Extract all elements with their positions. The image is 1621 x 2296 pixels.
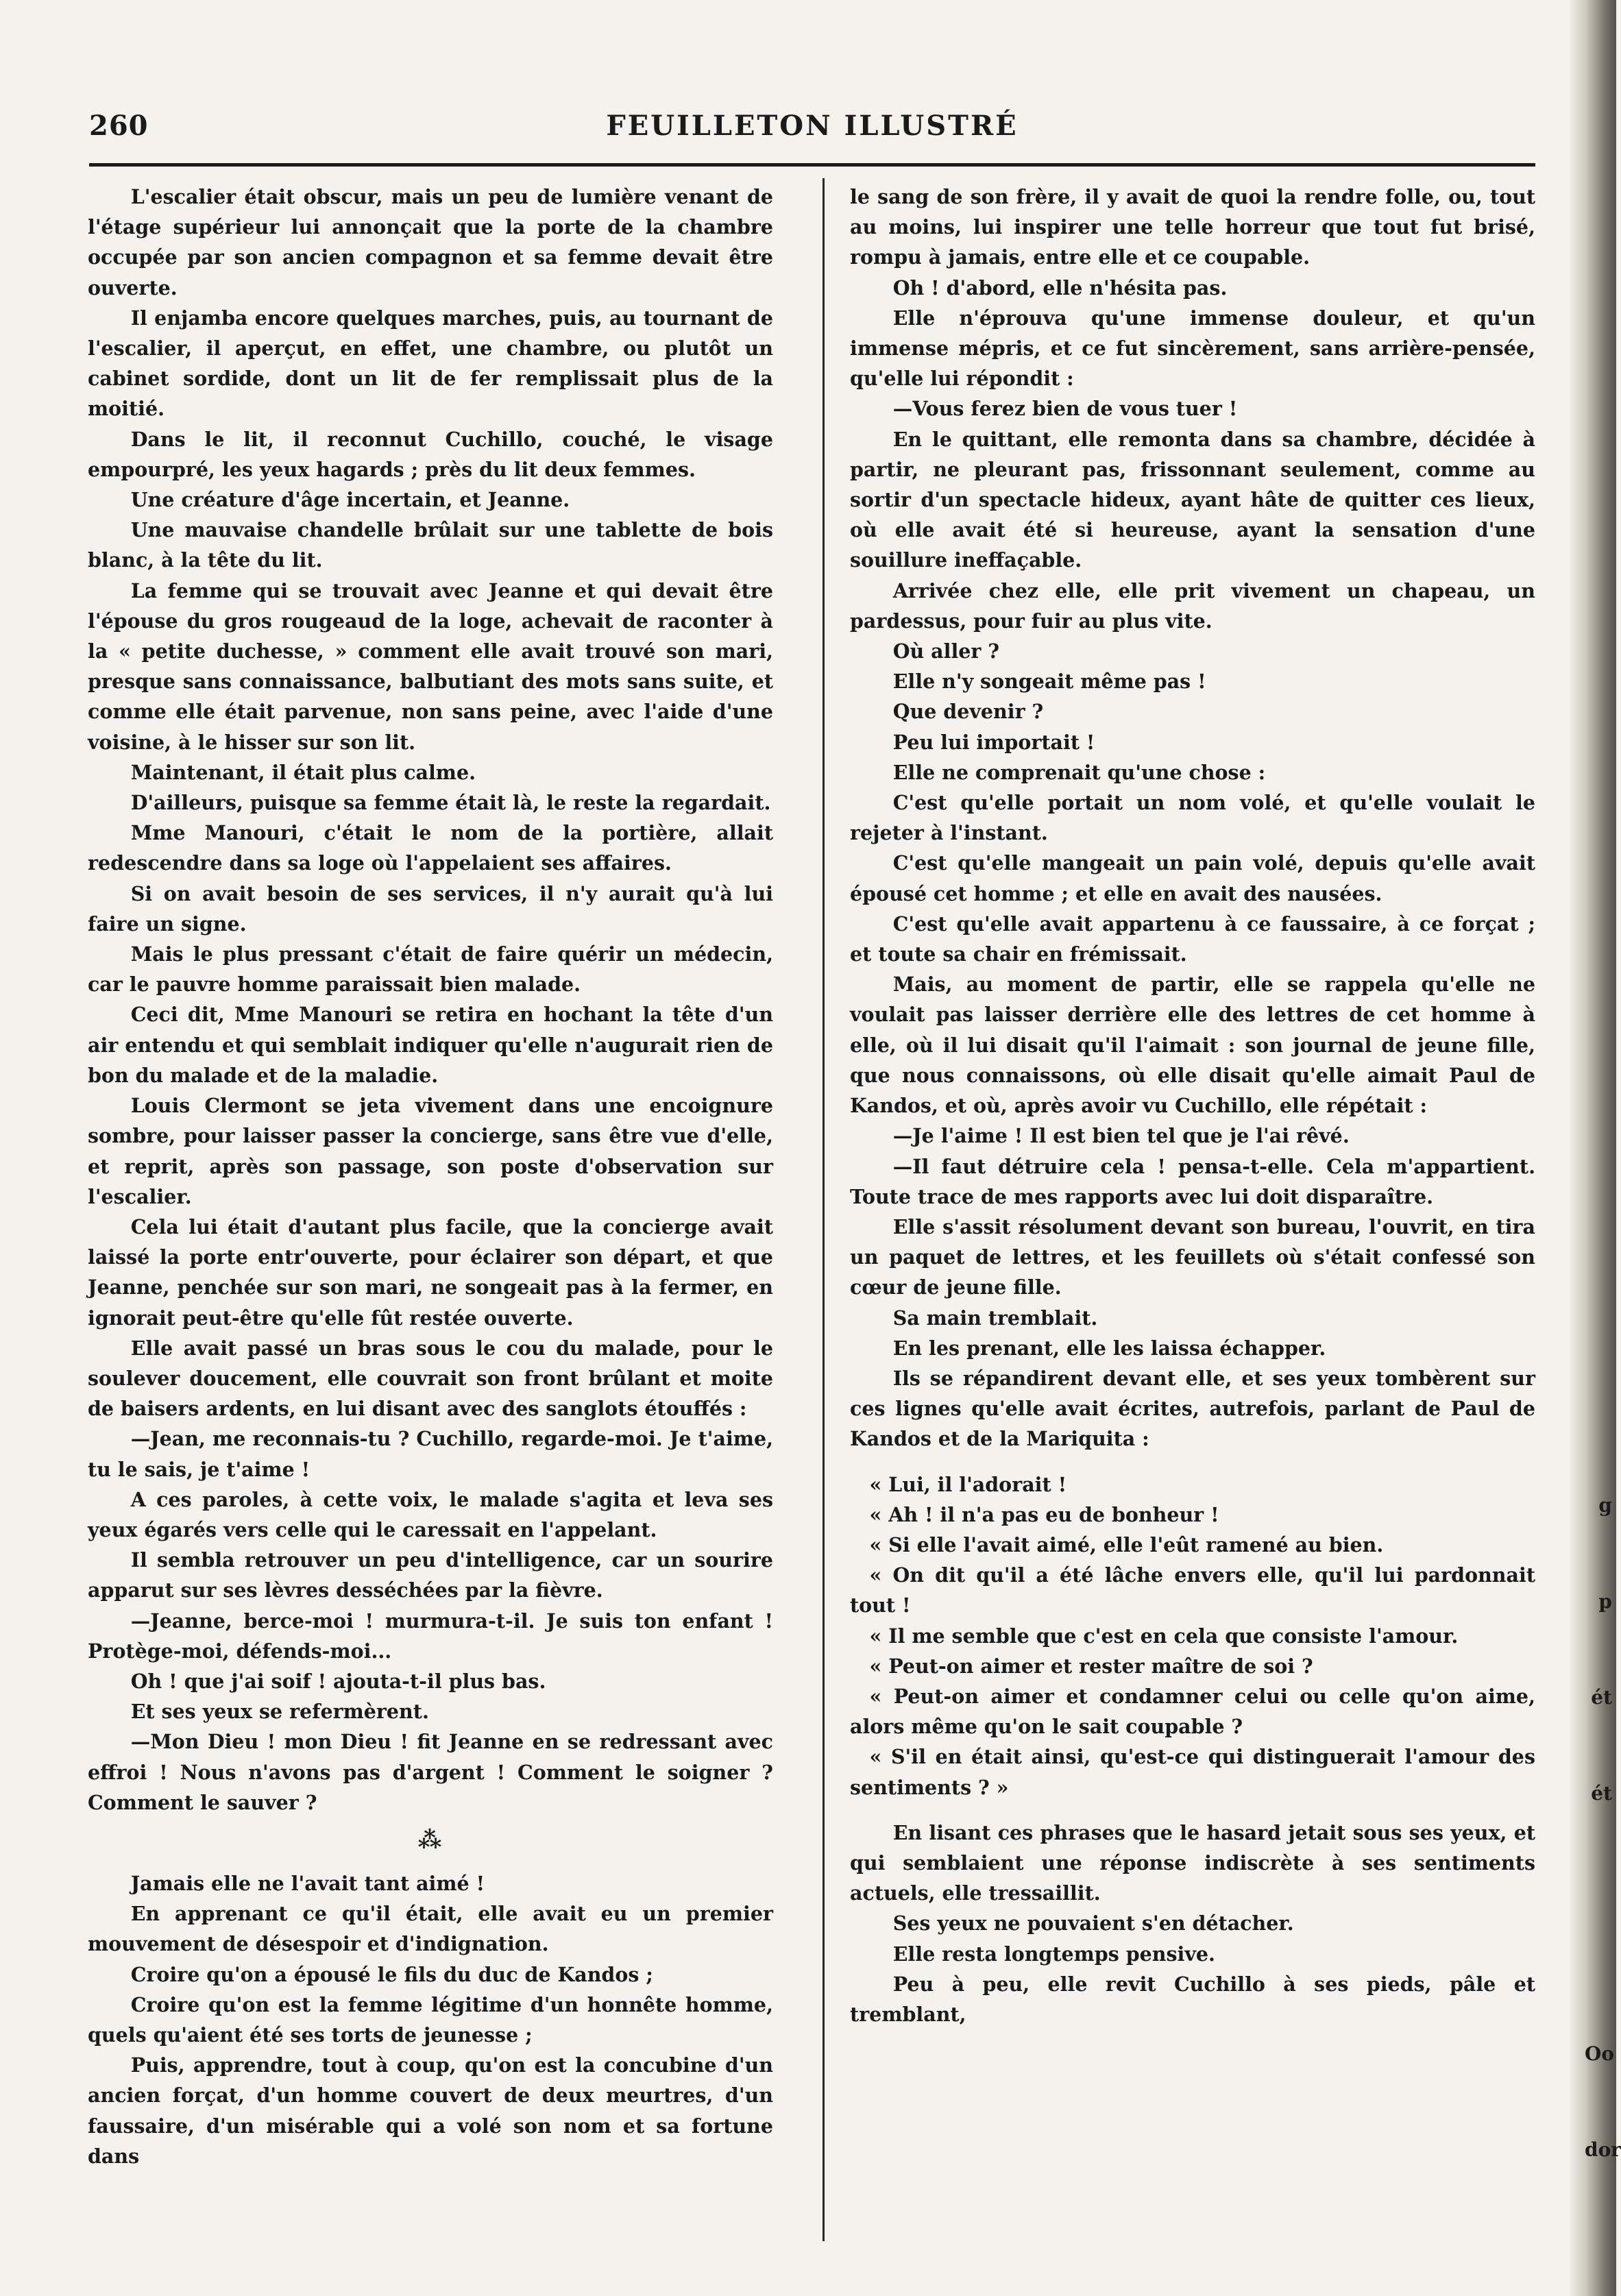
paragraph: Dans le lit, il reconnut Cuchillo, couché, le visage empourpré, les yeux hagards ; près du lit deux femmes. <box>88 427 773 481</box>
paragraph: Une mauvaise chandelle brûlait sur une tablette de bois blanc, à la tête du lit. <box>88 518 773 572</box>
margin-fragment: Oo <box>1585 2042 1615 2065</box>
paragraph: Une créature d'âge incertain, et Jeanne. <box>130 488 570 512</box>
margin-fragment: g <box>1598 1494 1612 1517</box>
quoted-line: « Peut-on aimer et rester maître de soi ? <box>869 1654 1313 1678</box>
paragraph: Croire qu'on a épousé le fils du duc de Kandos ; <box>130 1962 653 1986</box>
paragraph: Elle s'assit résolument devant son bureau, l'ouvrit, en tira un paquet de lettres, et les feuillets où s'était confessé son cœur de jeune fille. <box>850 1214 1535 1299</box>
quoted-line: « On dit qu'il a été lâche envers elle, qu'il lui pardonnait tout ! <box>850 1563 1535 1617</box>
page-number: 260 <box>89 110 149 142</box>
header-rule <box>89 163 1535 167</box>
paragraph: —Jean, me reconnais-tu ? Cuchillo, regarde-moi. Je t'aime, tu le sais, je t'aime ! <box>88 1427 773 1481</box>
paragraph: —Jeanne, berce-moi ! murmura-t-il. Je suis ton enfant ! Protège-moi, défends-moi... <box>88 1609 773 1663</box>
paragraph: La femme qui se trouvait avec Jeanne et qui devait être l'épouse du gros rougeaud de la loge, achevait de raconter à la « petite duchesse, » comment elle avait trouvé son mari, presque sans connaissance, balbutiant des mots sans suite, et comme elle était parvenue, non sans peine, avec l'aide d'une voisine, à le hisser sur son lit. <box>88 578 773 754</box>
paragraph: Jamais elle ne l'avait tant aimé ! <box>130 1871 485 1895</box>
paragraph: Si on avait besoin de ses services, il n'y aurait qu'à lui faire un signe. <box>88 881 773 936</box>
paragraph: Sa main tremblait. <box>892 1306 1098 1330</box>
paragraph: —Il faut détruire cela ! pensa-t-elle. Cela m'appartient. Toute trace de mes rapports avec lui doit disparaître. <box>850 1154 1535 1208</box>
paragraph: Elle ne comprenait qu'une chose : <box>892 760 1266 784</box>
quoted-line: « Il me semble que c'est en cela que consiste l'amour. <box>869 1624 1459 1648</box>
paragraph: Et ses yeux se refermèrent. <box>130 1700 429 1724</box>
paragraph: D'ailleurs, puisque sa femme était là, le reste la regardait. <box>130 791 771 815</box>
paragraph: Mme Manouri, c'était le nom de la portière, allait redescendre dans sa loge où l'appelaient ses affaires. <box>88 821 773 875</box>
quoted-line: « Si elle l'avait aimé, elle l'eût ramené au bien. <box>869 1532 1384 1556</box>
column-divider <box>822 178 825 2241</box>
paragraph: En apprenant ce qu'il était, elle avait eu un premier mouvement de désespoir et d'indignation. <box>88 1902 773 1956</box>
margin-fragment: p <box>1598 1590 1612 1613</box>
margin-fragment: ét <box>1591 1782 1612 1805</box>
running-title: FEUILLETON ILLUSTRÉ <box>606 110 1019 142</box>
paragraph: C'est qu'elle portait un nom volé, et qu'elle voulait le rejeter à l'instant. <box>850 791 1535 845</box>
paragraph: Mais le plus pressant c'était de faire quérir un médecin, car le pauvre homme paraissait bien malade. <box>88 942 773 997</box>
paragraph: L'escalier était obscur, mais un peu de lumière venant de l'étage supérieur lui annonçait que la porte de la chambre occupée par son ancien compagnon et sa femme devait être ouverte. <box>88 185 773 300</box>
right-column <box>850 182 1535 2248</box>
quoted-line: « Lui, il l'adorait ! <box>869 1472 1067 1496</box>
paragraph: Maintenant, il était plus calme. <box>130 760 476 784</box>
paragraph: Elle resta longtemps pensive. <box>892 1942 1215 1966</box>
paragraph: En les prenant, elle les laissa échapper. <box>892 1336 1326 1360</box>
paragraph: le sang de son frère, il y avait de quoi la rendre folle, ou, tout au moins, lui inspirer une telle horreur que tout fut brisé, rompu à jamais, entre elle et ce coupable. <box>850 185 1535 269</box>
page-header <box>89 110 1535 151</box>
paragraph: En lisant ces phrases que le hasard jetait sous ses yeux, et qui semblaient une réponse indiscrète à ses sentiments actuels, elle tressaillit. <box>850 1820 1535 1905</box>
paragraph: Où aller ? <box>892 639 1000 663</box>
paragraph: Ils se répandirent devant elle, et ses yeux tombèrent sur ces lignes qu'elle avait écrites, autrefois, parlant de Paul de Kandos et de la Mariquita : <box>850 1366 1535 1451</box>
paragraph: Oh ! d'abord, elle n'hésita pas. <box>892 276 1228 300</box>
quoted-line: « Peut-on aimer et condamner celui ou celle qu'on aime, alors même qu'on le sait coupable ? <box>850 1684 1535 1739</box>
paragraph: —Vous ferez bien de vous tuer ! <box>892 397 1238 421</box>
quoted-line: « S'il en était ainsi, qu'est-ce qui distinguerait l'amour des sentiments ? » <box>850 1745 1535 1799</box>
paragraph: Peu à peu, elle revit Cuchillo à ses pieds, pâle et tremblant, <box>850 1972 1535 2026</box>
margin-fragment: dor <box>1585 2138 1621 2161</box>
paragraph: Elle avait passé un bras sous le cou du malade, pour le soulever doucement, elle couvrait son front brûlant et moite de baisers ardents, en lui disant avec des sanglots étouffés : <box>88 1336 773 1421</box>
paragraph: Il enjamba encore quelques marches, puis, au tournant de l'escalier, il aperçut, en effet, une chambre, ou plutôt un cabinet sordide, dont un lit de fer remplissait plus de la moitié. <box>88 306 773 421</box>
left-column <box>88 182 773 2248</box>
paragraph: Puis, apprendre, tout à coup, qu'on est la concubine d'un ancien forçat, d'un homme couvert de deux meurtres, d'un faussaire, d'un misérable qui a volé son nom et sa fortune dans <box>88 2053 773 2168</box>
paragraph: Arrivée chez elle, elle prit vivement un chapeau, un pardessus, pour fuir au plus vite. <box>850 578 1535 633</box>
paragraph: Croire qu'on est la femme légitime d'un honnête homme, quels qu'aient été ses torts de jeunesse ; <box>88 1992 773 2047</box>
paragraph: —Je l'aime ! Il est bien tel que je l'ai rêvé. <box>892 1124 1350 1148</box>
section-asterism: ⁂ <box>417 1826 443 1854</box>
paragraph: C'est qu'elle mangeait un pain volé, depuis qu'elle avait épousé cet homme ; et elle en avait des nausées. <box>850 851 1535 905</box>
paragraph: Elle n'éprouva qu'une immense douleur, et qu'un immense mépris, et ce fut sincèrement, sans arrière-pensée, qu'elle lui répondit : <box>850 306 1535 391</box>
paragraph: A ces paroles, à cette voix, le malade s'agita et leva ses yeux égarés vers celle qui le caressait en l'appelant. <box>88 1487 773 1541</box>
paragraph: En le quittant, elle remonta dans sa chambre, décidée à partir, ne pleurant pas, frissonnant seulement, comme au sortir d'un spectacle hideux, ayant hâte de quitter ces lieux, où elle avait été si heureuse, ayant la sensation d'une souillure ineffaçable. <box>850 427 1535 572</box>
paragraph: Oh ! que j'ai soif ! ajouta-t-il plus bas. <box>130 1669 546 1693</box>
paragraph: —Mon Dieu ! mon Dieu ! fit Jeanne en se redressant avec effroi ! Nous n'avons pas d'argent ! Comment le soigner ? Comment le sauver ? <box>88 1730 773 1814</box>
scanned-edge <box>1568 0 1621 2296</box>
paragraph: Cela lui était d'autant plus facile, que la concierge avait laissé la porte entr'ouverte, pour éclairer son départ, et que Jeanne, penchée sur son mari, ne songeait pas à la fermer, en ignorait peut-être qu'elle fût restée ouverte. <box>88 1214 773 1330</box>
quoted-line: « Ah ! il n'a pas eu de bonheur ! <box>869 1502 1219 1526</box>
paragraph: Il sembla retrouver un peu d'intelligence, car un sourire apparut sur ses lèvres desséchées par la fièvre. <box>88 1548 773 1602</box>
paragraph: Ceci dit, Mme Manouri se retira en hochant la tête d'un air entendu et qui semblait indiquer qu'elle n'augurait rien de bon du malade et de la maladie. <box>88 1003 773 1087</box>
margin-fragment: ét <box>1591 1686 1612 1709</box>
paragraph: Elle n'y songeait même pas ! <box>892 670 1206 694</box>
paragraph: Ses yeux ne pouvaient s'en détacher. <box>892 1912 1294 1935</box>
paragraph: Que devenir ? <box>892 700 1044 724</box>
paragraph: Peu lui importait ! <box>892 730 1095 754</box>
paragraph: Mais, au moment de partir, elle se rappela qu'elle ne voulait pas laisser derrière elle des lettres de cet homme à elle, où il lui disait qu'il l'aimait : son journal de jeune fille, que nous connaissons, où elle disait qu'elle aimait Paul de Kandos, et où, après avoir vu Cuchillo, elle répétait : <box>850 973 1535 1118</box>
paragraph: C'est qu'elle avait appartenu à ce faussaire, à ce forçat ; et toute sa chair en frémissait. <box>850 912 1535 966</box>
paragraph: Louis Clermont se jeta vivement dans une encoignure sombre, pour laisser passer la concierge, sans être vue d'elle, et reprit, après son passage, son poste d'observation sur l'escalier. <box>88 1094 773 1208</box>
